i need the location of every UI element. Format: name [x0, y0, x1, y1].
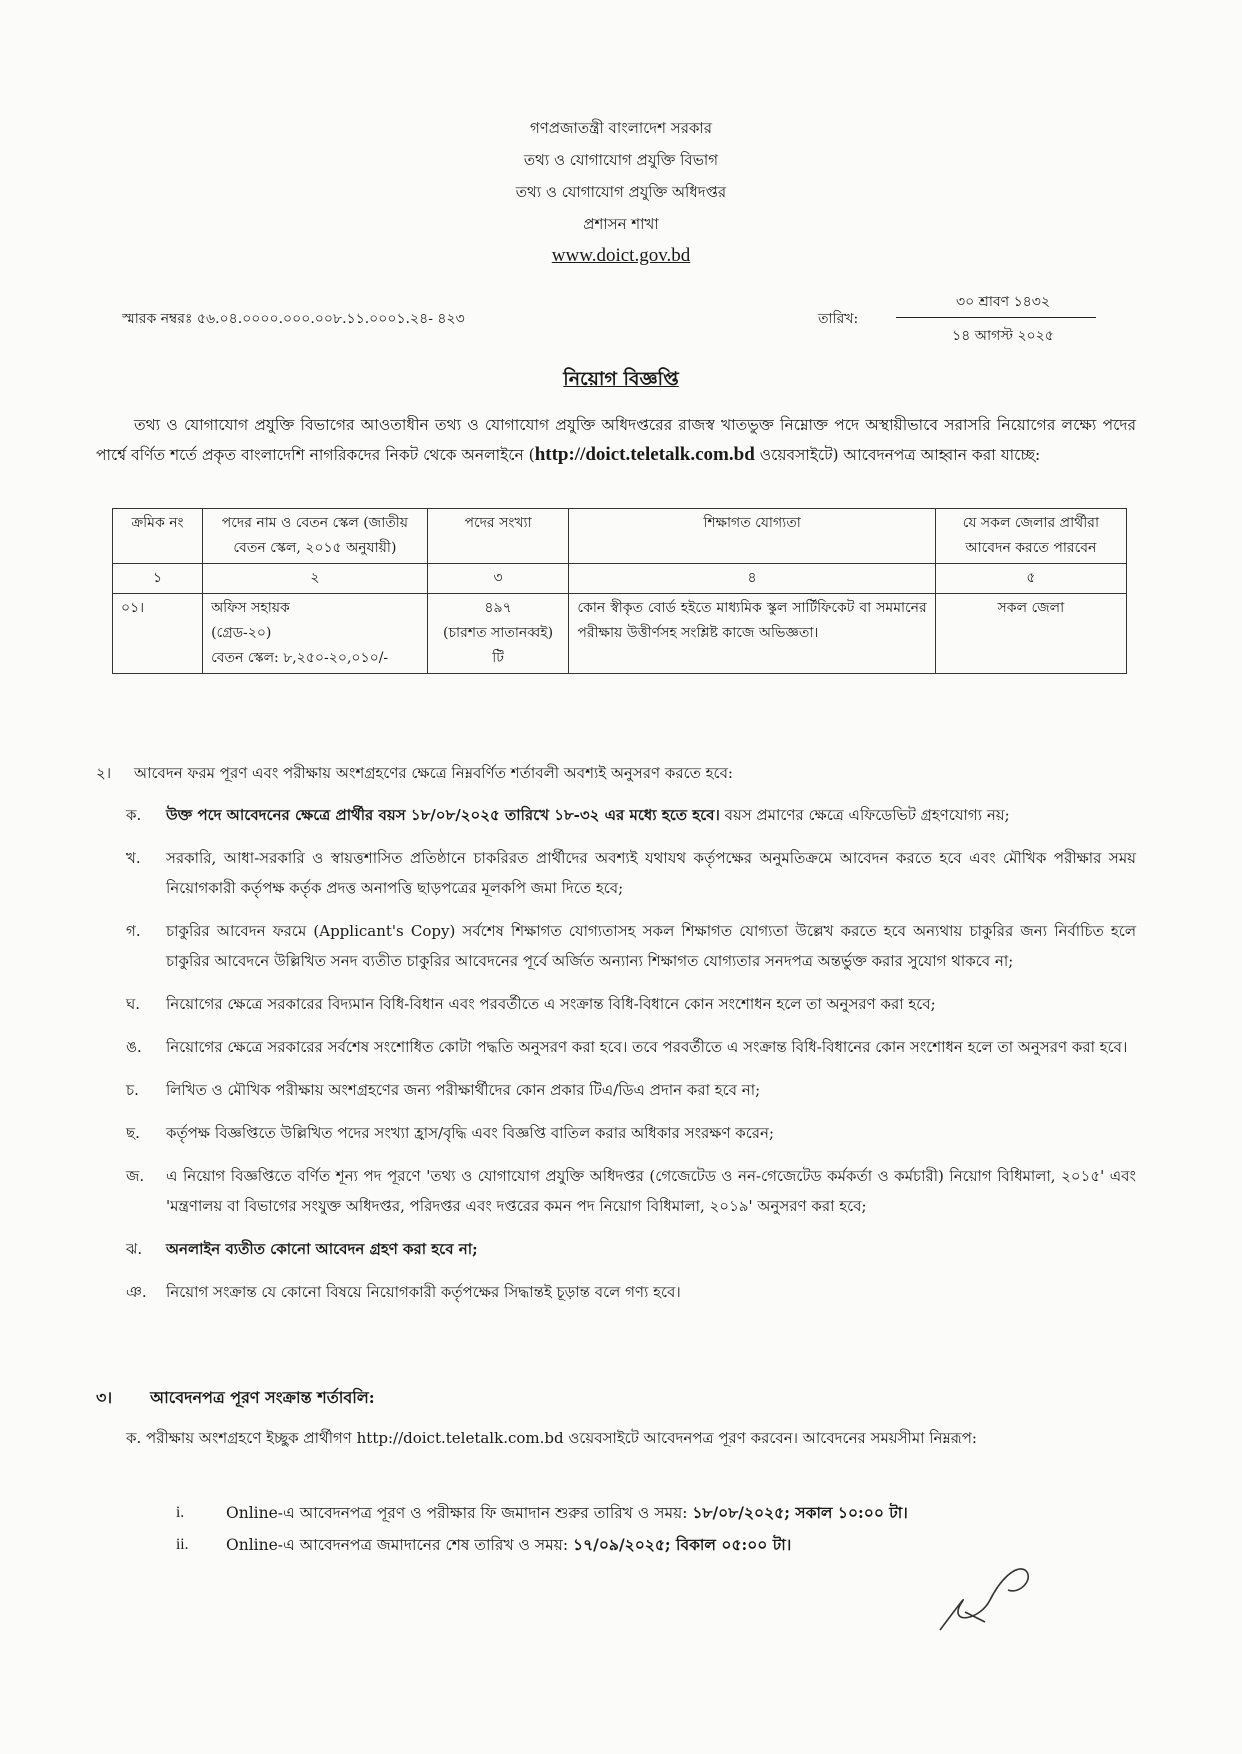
table-header-row	[113, 509, 1127, 564]
clause-letter: ঘ.	[126, 995, 141, 1013]
date-english: ১৪ আগস্ট ২০২৫	[952, 328, 1054, 344]
clause-bold: উক্ত পদে আবেদনের ক্ষেত্রে প্রার্থীর বয়স ১৮/০৮/২০২৫ তারিখে ১৮-৩২ এর মধ্যে হতে হবে।	[166, 806, 720, 824]
schedule-datetime: ১৮/০৮/২০২৫; সকাল ১০:০০ টা।	[692, 1503, 908, 1522]
post-count: ৪৯৭	[484, 600, 512, 616]
date-label: তারিখ:	[818, 311, 859, 327]
date-divider	[896, 317, 1096, 318]
column-number-row	[113, 564, 1127, 594]
list-item	[96, 1234, 1136, 1264]
govt-name: গণপ্রজাতন্ত্রী বাংলাদেশ সরকার	[529, 119, 713, 137]
clause-letter: ক.	[126, 806, 142, 824]
clause-text: চাকুরির আবেদন ফরমে (Applicant's Copy) সর্বশেষ শিক্ষাগত যোগ্যতাসহ সকল শিক্ষাগত যোগ্যতা উল্লেখ করতে হবে অন্যথায় চাকুরির জন্য নির্বাচিত হলে চাকুরির আবেদনে উল্লিখিত সনদ ব্যতীত চাকুরির আবেদনের পূর্বে অর্জিত অন্যান্য শিক্ষাগত যোগ্যতার সনদপত্র অন্তর্ভুক্ত করার সুযোগ থাকবে না;	[166, 922, 1136, 970]
table-header: ক্রমিক নং	[113, 509, 203, 564]
list-item	[96, 916, 1136, 976]
schedule-list	[176, 1497, 908, 1561]
section-3-clause-a: ক. পরীক্ষায় অংশগ্রহণে ইচ্ছুক প্রার্থীগণ http://doict.teletalk.com.bd ওয়েবসাইটে আবেদনপত্র পূরণ করবেন। আবেদনের সময়সীমা নিম্নরূপ:	[126, 1429, 977, 1447]
clause-text: নিয়োগ সংক্রান্ত যে কোনো বিষয়ে নিয়োগকারী কর্তৃপক্ষের সিদ্ধান্তই চূড়ান্ত বলে গণ্য হবে।	[166, 1283, 681, 1301]
intro-suffix: ওয়েবসাইটে) আবেদনপত্র আহ্বান করা যাচ্ছে:	[754, 446, 1041, 464]
post-count-words: (চারশত সাতানব্বই) টি	[443, 625, 554, 666]
section-number: ৩।	[96, 1388, 113, 1407]
table-header: পদের নাম ও বেতন স্কেল (জাতীয় বেতন স্কেল, ২০১৫ অনুযায়ী)	[203, 509, 428, 564]
schedule-datetime: ১৭/০৯/২০২৫; বিকাল ০৫:০০ টা।	[573, 1535, 792, 1554]
clause-letter: গ.	[126, 922, 141, 940]
post-grade: (গ্রেড-২০)	[211, 625, 272, 641]
application-url[interactable]: http://doict.teletalk.com.bd	[534, 444, 755, 465]
schedule-number: i.	[176, 1504, 185, 1521]
column-number: ১	[113, 564, 203, 594]
column-number: ২	[203, 564, 428, 594]
column-number: ৪	[569, 564, 935, 594]
districts-cell: সকল জেলা	[935, 594, 1126, 674]
count-cell	[427, 594, 569, 674]
clause-bold: অনলাইন ব্যতীত কোনো আবেদন গ্রহণ করা হবে না;	[166, 1240, 478, 1258]
list-item	[96, 843, 1136, 903]
letterhead	[0, 112, 1242, 272]
department-name: তথ্য ও যোগাযোগ প্রযুক্তি অধিদপ্তর	[515, 183, 727, 201]
list-item	[176, 1529, 908, 1561]
clause-text: কর্তৃপক্ষ বিজ্ঞপ্তিতে উল্লিখিত পদের সংখ্যা হ্রাস/বৃদ্ধি এবং বিজ্ঞপ্তি বাতিল করার অধিকার সংরক্ষণ করেন;	[166, 1124, 775, 1142]
list-item	[96, 989, 1136, 1019]
table-header: পদের সংখ্যা	[427, 509, 569, 564]
clause-text: নিয়োগের ক্ষেত্রে সরকারের সর্বশেষ সংশোধিত কোটা পদ্ধতি অনুসরণ করা হবে। তবে পরবর্তীতে এ সংক্রান্ত বিধি-বিধানের কোন সংশোধন হলে তা অনুসরণ করা হবে।	[166, 1038, 1128, 1056]
section-text: আবেদন ফরম পূরণ এবং পরীক্ষায় অংশগ্রহণের ক্ষেত্রে নিম্নবর্ণিত শর্তাবলী অবশ্যই অনুসরণ করতে হবে:	[134, 764, 733, 782]
section-number: ২।	[96, 764, 112, 782]
clause-text: বয়স প্রমাণের ক্ষেত্রে এফিডেভিট গ্রহণযোগ্য নয়;	[719, 806, 1010, 824]
signature-icon	[930, 1550, 1040, 1640]
clause-text: এ নিয়োগ বিজ্ঞপ্তিতে বর্ণিত শূন্য পদ পূরণে 'তথ্য ও যোগাযোগ প্রযুক্তি অধিদপ্তর (গেজেটেড ও নন-গেজেটেড কর্মকর্তা ও কর্মচারী) নিয়োগ বিধিমালা, ২০১৫' এবং 'মন্ত্রণালয় বা বিভাগের সংযুক্ত অধিদপ্তর, পরিদপ্তর এবং দপ্তরের কমন পদ নিয়োগ বিধিমালা, ২০১৯' অনুসরণ করা হবে;	[166, 1167, 1136, 1215]
list-item	[96, 1075, 1136, 1105]
post-cell	[203, 594, 428, 674]
schedule-text: Online-এ আবেদনপত্র জমাদানের শেষ তারিখ ও সময়:	[226, 1536, 574, 1554]
memo-number: স্মারক নম্বরঃ ৫৬.০৪.০০০০.০০০.০০৮.১১.০০০১.২৪- ৪২৩	[122, 311, 465, 327]
clause-letter: ঞ.	[126, 1283, 147, 1301]
column-number: ৩	[427, 564, 569, 594]
branch-name: প্রশাসন শাখা	[583, 215, 659, 233]
conditions-list	[96, 800, 1136, 1320]
list-item	[96, 1277, 1136, 1307]
column-number: ৫	[935, 564, 1126, 594]
date-bangla: ৩০ শ্রাবণ ১৪৩২	[956, 294, 1050, 310]
clause-text: লিখিত ও মৌখিক পরীক্ষায় অংশগ্রহণের জন্য পরীক্ষার্থীদের কোন প্রকার টিএ/ডিএ প্রদান করা হবে না;	[166, 1081, 761, 1099]
schedule-text: Online-এ আবেদনপত্র পূরণ ও পরীক্ষার ফি জমাদান শুরুর তারিখ ও সময়:	[226, 1504, 693, 1522]
list-item	[96, 1032, 1136, 1062]
schedule-number: ii.	[176, 1536, 189, 1553]
clause-text: নিয়োগের ক্ষেত্রে সরকারের বিদ্যমান বিধি-বিধান এবং পরবর্তীতে এ সংক্রান্ত বিধি-বিধানে কোন সংশোধন হলে তা অনুসরণ করা হবে;	[166, 995, 936, 1013]
intro-text: তথ্য ও যোগাযোগ প্রযুক্তি বিভাগের আওতাধীন তথ্য ও যোগাযোগ প্রযুক্তি অধিদপ্তরের রাজস্ব খাতভুক্ত নিম্নোক্ত পদে অস্থায়ীভাবে সরাসরি নিয়োগের লক্ষ্যে পদের পার্শ্বে বর্ণিত শর্তে প্রকৃত বাংলাদেশি নাগরিকদের নিকট থেকে অনলাইনে (	[96, 416, 1136, 464]
table-header: শিক্ষাগত যোগ্যতা	[569, 509, 935, 564]
division-name: তথ্য ও যোগাযোগ প্রযুক্তি বিভাগ	[523, 151, 719, 169]
post-scale: বেতন স্কেল: ৮,২৫০-২০,০১০/-	[211, 650, 389, 666]
list-item	[176, 1497, 908, 1529]
clause-letter: ঙ.	[126, 1038, 142, 1056]
website-link[interactable]: www.doict.gov.bd	[551, 245, 691, 266]
section-3-heading	[96, 1385, 1136, 1412]
clause-text: সরকারি, আধা-সরকারি ও স্বায়ত্তশাসিত প্রতিষ্ঠানে চাকরিরত প্রার্থীদের অবশ্যই যথাযথ কর্তৃপক্ষের অনুমতিক্রমে আবেদন করতে হবে এবং মৌখিক পরীক্ষার সময় নিয়োগকারী কর্তৃপক্ষ কর্তৃক প্রদত্ত অনাপত্তি ছাড়পত্রের মূলকপি জমা দিতে হবে;	[166, 849, 1136, 897]
clause-letter: খ.	[126, 849, 141, 867]
list-item	[96, 1161, 1136, 1221]
list-item	[96, 1118, 1136, 1148]
section-title: আবেদনপত্র পূরণ সংক্রান্ত শর্তাবলি:	[150, 1388, 375, 1407]
clause-letter: জ.	[126, 1167, 145, 1185]
vacancy-table	[112, 508, 1127, 674]
table-header: যে সকল জেলার প্রার্থীরা আবেদন করতে পারবেন	[935, 509, 1126, 564]
clause-letter: ঝ.	[126, 1240, 143, 1258]
clause-letter: চ.	[126, 1081, 139, 1099]
post-name: অফিস সহায়ক	[211, 600, 290, 616]
notice-title: নিয়োগ বিজ্ঞপ্তি	[563, 368, 679, 390]
intro-paragraph	[96, 410, 1136, 470]
qualification-cell: কোন স্বীকৃত বোর্ড হইতে মাধ্যমিক স্কুল সার্টিফিকেট বা সমমানের পরীক্ষায় উত্তীর্ণসহ সংশ্লিষ্ট কাজে অভিজ্ঞতা।	[569, 594, 935, 674]
list-item	[96, 800, 1136, 830]
clause-letter: ছ.	[126, 1124, 140, 1142]
serial-cell: ০১।	[113, 594, 203, 674]
table-row	[113, 594, 1127, 674]
